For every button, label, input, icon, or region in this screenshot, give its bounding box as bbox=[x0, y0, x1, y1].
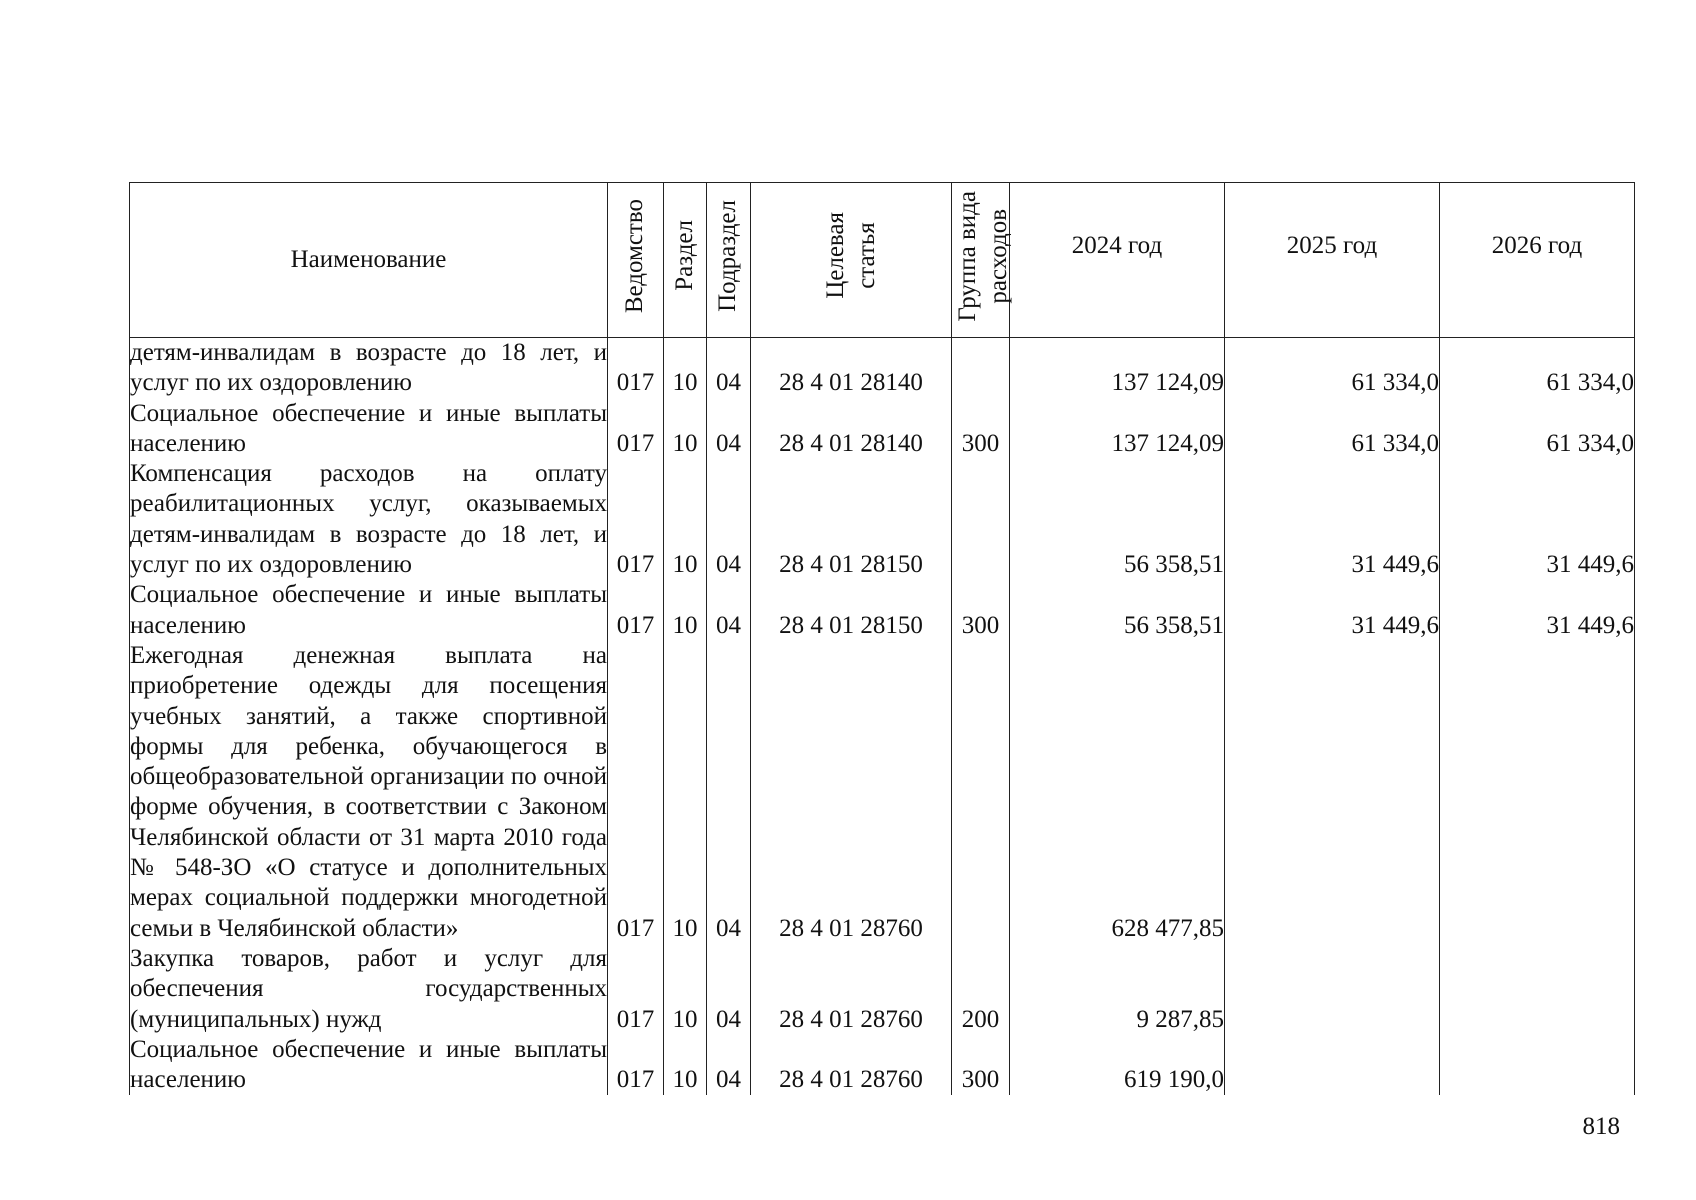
cell-podrazdel: 04 bbox=[707, 580, 751, 641]
cell-2026 bbox=[1440, 1035, 1635, 1096]
cell-razdel: 10 bbox=[664, 399, 707, 460]
header-2024 bbox=[1010, 183, 1225, 338]
header-2024-label: 2024 год bbox=[1071, 231, 1163, 259]
cell-vedomstvo: 017 bbox=[608, 580, 664, 641]
cell-razdel: 10 bbox=[664, 580, 707, 641]
cell-gruppa: 300 bbox=[952, 580, 1010, 641]
header-gruppa bbox=[952, 183, 1010, 338]
header-podrazdel bbox=[707, 183, 751, 338]
cell-gruppa bbox=[952, 338, 1010, 399]
cell-2026: 31 449,6 bbox=[1440, 580, 1635, 641]
cell-name: Социальное обеспечение и иные выплаты населению bbox=[130, 580, 608, 641]
table-body bbox=[130, 338, 1635, 1096]
header-podrazdel-label: Подраздел bbox=[714, 199, 742, 312]
table-row bbox=[130, 944, 1635, 1035]
cell-2025: 61 334,0 bbox=[1225, 399, 1440, 460]
cell-podrazdel: 04 bbox=[707, 944, 751, 1035]
cell-razdel: 10 bbox=[664, 641, 707, 944]
cell-2024: 137 124,09 bbox=[1010, 338, 1225, 399]
cell-podrazdel: 04 bbox=[707, 338, 751, 399]
cell-name: Социальное обеспечение и иные выплаты населению bbox=[130, 399, 608, 460]
cell-name: Социальное обеспечение и иные выплаты населению bbox=[130, 1035, 608, 1096]
cell-2025: 61 334,0 bbox=[1225, 338, 1440, 399]
cell-name: детям-инвалидам в возрасте до 18 лет, и услуг по их оздоровлению bbox=[130, 338, 608, 399]
cell-2024: 619 190,0 bbox=[1010, 1035, 1225, 1096]
header-celevaya-line1: Целевая bbox=[822, 212, 849, 300]
cell-2025: 31 449,6 bbox=[1225, 580, 1440, 641]
table-row bbox=[130, 641, 1635, 944]
header-razdel bbox=[664, 183, 707, 338]
cell-gruppa bbox=[952, 459, 1010, 580]
cell-gruppa: 300 bbox=[952, 399, 1010, 460]
cell-razdel: 10 bbox=[664, 1035, 707, 1096]
cell-name: Компенсация расходов на оплату реабилитационных услуг, оказываемых детям-инвалидам в возрасте до 18 лет, и услуг по их оздоровлению bbox=[130, 459, 608, 580]
header-2025-label: 2025 год bbox=[1286, 231, 1378, 259]
cell-2025 bbox=[1225, 1035, 1440, 1096]
header-2026 bbox=[1440, 183, 1635, 338]
header-2025 bbox=[1225, 183, 1440, 338]
cell-vedomstvo: 017 bbox=[608, 1035, 664, 1096]
table-row bbox=[130, 338, 1635, 399]
cell-name: Ежегодная денежная выплата на приобретение одежды для посещения учебных занятий, а также спортивной формы для ребенка, обучающегося в общеобразовательной организации по очной форме обучения, в соответствии с Законом Челябинской области от 31 марта 2010 года № 548-ЗО «О статусе и дополнительных мерах социальной поддержки многодетной семьи в Челябинской области» bbox=[130, 641, 608, 944]
table-row bbox=[130, 580, 1635, 641]
header-celevaya bbox=[751, 183, 952, 338]
header-gruppa-line1: Группа вида bbox=[954, 190, 981, 322]
header-gruppa-line2: расходов bbox=[985, 208, 1012, 304]
header-name bbox=[130, 183, 608, 338]
cell-2025 bbox=[1225, 641, 1440, 944]
cell-celevaya: 28 4 01 28760 bbox=[751, 944, 952, 1035]
cell-razdel: 10 bbox=[664, 338, 707, 399]
cell-podrazdel: 04 bbox=[707, 399, 751, 460]
cell-razdel: 10 bbox=[664, 459, 707, 580]
cell-celevaya: 28 4 01 28150 bbox=[751, 459, 952, 580]
cell-razdel: 10 bbox=[664, 944, 707, 1035]
cell-2024: 137 124,09 bbox=[1010, 399, 1225, 460]
header-2026-label: 2026 год bbox=[1491, 231, 1583, 259]
budget-table bbox=[129, 182, 1635, 1095]
cell-2026 bbox=[1440, 944, 1635, 1035]
page-number: 818 bbox=[1582, 1113, 1620, 1140]
cell-celevaya: 28 4 01 28140 bbox=[751, 338, 952, 399]
cell-gruppa: 300 bbox=[952, 1035, 1010, 1096]
cell-vedomstvo: 017 bbox=[608, 399, 664, 460]
cell-2024: 9 287,85 bbox=[1010, 944, 1225, 1035]
cell-vedomstvo: 017 bbox=[608, 944, 664, 1035]
cell-gruppa: 200 bbox=[952, 944, 1010, 1035]
header-row bbox=[130, 183, 1635, 338]
cell-podrazdel: 04 bbox=[707, 1035, 751, 1096]
table-row bbox=[130, 1035, 1635, 1096]
table-row bbox=[130, 399, 1635, 460]
cell-vedomstvo: 017 bbox=[608, 641, 664, 944]
header-name-label: Наименование bbox=[290, 245, 447, 273]
cell-celevaya: 28 4 01 28140 bbox=[751, 399, 952, 460]
header-celevaya-line2: статья bbox=[853, 222, 880, 290]
cell-2026: 31 449,6 bbox=[1440, 459, 1635, 580]
cell-vedomstvo: 017 bbox=[608, 459, 664, 580]
cell-podrazdel: 04 bbox=[707, 641, 751, 944]
cell-2024: 56 358,51 bbox=[1010, 459, 1225, 580]
cell-2025: 31 449,6 bbox=[1225, 459, 1440, 580]
header-celevaya-label bbox=[820, 212, 882, 299]
cell-vedomstvo: 017 bbox=[608, 338, 664, 399]
cell-2026 bbox=[1440, 641, 1635, 944]
cell-podrazdel: 04 bbox=[707, 459, 751, 580]
cell-2026: 61 334,0 bbox=[1440, 338, 1635, 399]
cell-2024: 56 358,51 bbox=[1010, 580, 1225, 641]
cell-celevaya: 28 4 01 28760 bbox=[751, 641, 952, 944]
table-row bbox=[130, 459, 1635, 580]
cell-celevaya: 28 4 01 28760 bbox=[751, 1035, 952, 1096]
cell-2025 bbox=[1225, 944, 1440, 1035]
header-gruppa-label bbox=[952, 191, 1014, 322]
header-vedomstvo bbox=[608, 183, 664, 338]
cell-name: Закупка товаров, работ и услуг для обеспечения государственных (муниципальных) нужд bbox=[130, 944, 608, 1035]
header-vedomstvo-label: Ведомство bbox=[621, 198, 649, 313]
table-header bbox=[130, 183, 1635, 338]
header-razdel-label: Раздел bbox=[670, 220, 698, 292]
cell-2024: 628 477,85 bbox=[1010, 641, 1225, 944]
cell-celevaya: 28 4 01 28150 bbox=[751, 580, 952, 641]
cell-gruppa bbox=[952, 641, 1010, 944]
cell-2026: 61 334,0 bbox=[1440, 399, 1635, 460]
